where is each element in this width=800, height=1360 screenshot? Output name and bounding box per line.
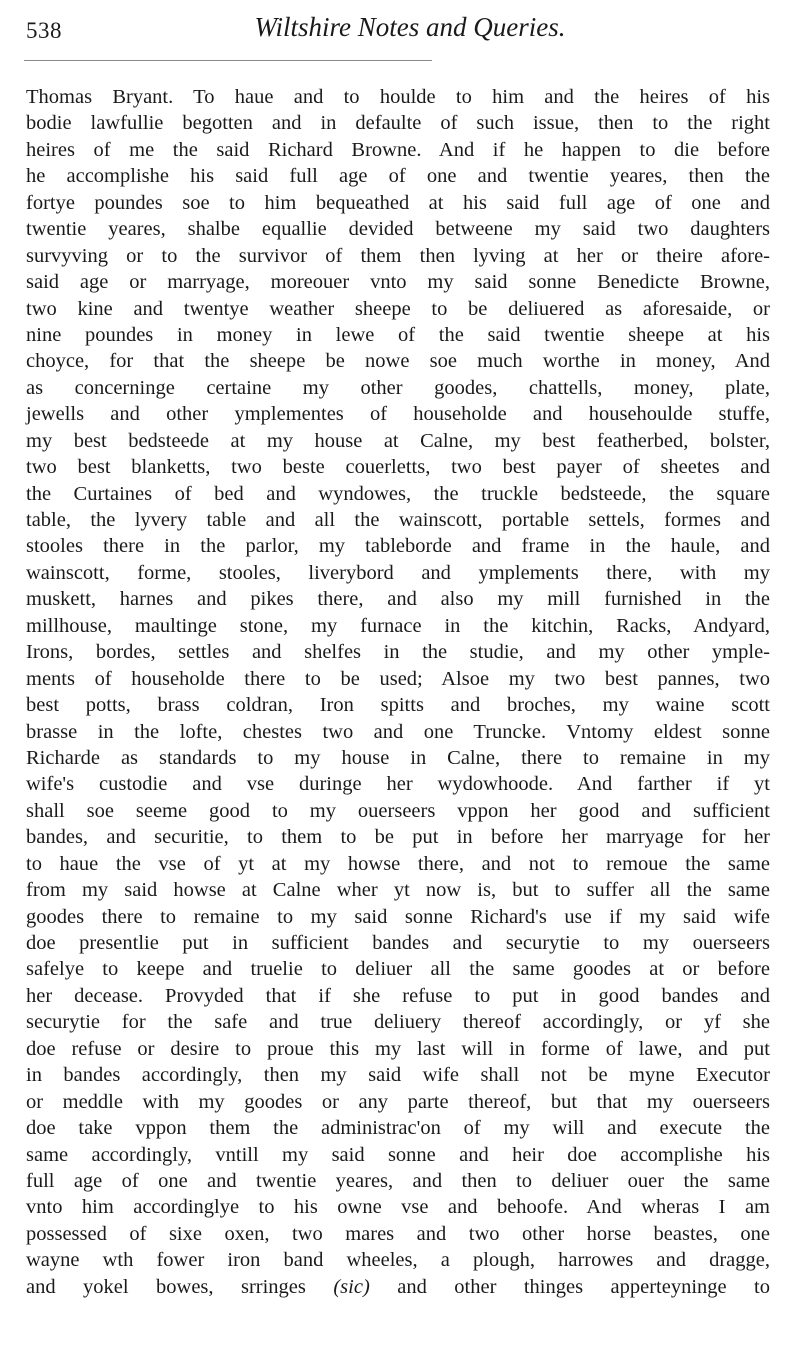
sic-annotation: (sic): [333, 1275, 370, 1298]
text-line: bodie lawfullie begotten and in defaulte of such issue, then to the right: [26, 112, 770, 135]
text-line: as concerninge certaine my other goodes, chattells, money, plate,: [26, 376, 770, 399]
text-line: safelye to keepe and truelie to deliuer all the same goodes at or before: [26, 958, 770, 981]
text-line: millhouse, maultinge stone, my furnace in the kitchin, Racks, Andyard,: [26, 614, 770, 637]
text-line: he accomplishe his said full age of one and twentie yeares, then the: [26, 165, 770, 188]
text-line: said age or marryage, moreouer vnto my said sonne Benedicte Browne,: [26, 271, 770, 294]
text-line: jewells and other ymplementes of householde and househoulde stuffe,: [26, 403, 770, 426]
body-text: [26, 84, 770, 1300]
text-line: or meddle with my goodes or any parte thereof, but that my ouerseers: [26, 1090, 770, 1113]
text-line: survyving or to the survivor of them then lyving at her or theire afore-: [26, 244, 770, 267]
text-line: table, the lyvery table and all the wainscott, portable settels, formes and: [26, 509, 770, 531]
page-number: 538: [26, 18, 62, 43]
final-line-start: and yokel bowes, srringes: [26, 1275, 334, 1298]
text-line: twentie yeares, shalbe equallie devided betweene my said two daughters: [26, 218, 770, 241]
text-line: possessed of sixe oxen, two mares and two other horse beastes, one: [26, 1222, 770, 1245]
text-line: two best blanketts, two beste couerletts, two best payer of sheetes and: [26, 456, 770, 479]
text-line: heires of me the said Richard Browne. And if he happen to die before: [26, 138, 770, 161]
text-line: wayne wth fower iron band wheeles, a plough, harrowes and dragge,: [26, 1249, 770, 1272]
text-line: in bandes accordingly, then my said wife shall not be myne Executor: [26, 1064, 770, 1087]
running-head: [26, 12, 774, 48]
header-rule: [24, 60, 432, 61]
text-line: full age of one and twentie yeares, and then to deliuer ouer the same: [26, 1169, 770, 1192]
text-line: same accordingly, vntill my said sonne and heir doe accomplishe his: [26, 1143, 770, 1166]
text-line: wife's custodie and vse duringe her wydowhoode. And farther if yt: [26, 773, 770, 796]
text-line: nine poundes in money in lewe of the said twentie sheepe at his: [26, 323, 770, 346]
text-line: from my said howse at Calne wher yt now is, but to suffer all the same: [26, 879, 770, 902]
text-line: stooles there in the parlor, my tableborde and frame in the haule, and: [26, 535, 770, 558]
text-line: shall soe seeme good to my ouerseers vppon her good and sufficient: [26, 799, 770, 822]
text-line: best potts, brass coldran, Iron spitts and broches, my waine scott: [26, 694, 770, 717]
text-line: muskett, harnes and pikes there, and also my mill furnished in the: [26, 588, 770, 611]
text-line: fortye poundes soe to him bequeathed at his said full age of one and: [26, 191, 770, 214]
text-line: Irons, bordes, settles and shelfes in the studie, and my other ymple-: [26, 641, 770, 664]
final-line-end: and other thinges apperteyninge to: [369, 1275, 771, 1298]
text-line: doe take vppon them the administrac'on of my will and execute the: [26, 1117, 770, 1140]
text-line: Richarde as standards to my house in Calne, there to remaine in my: [26, 746, 770, 769]
text-line: wainscott, forme, stooles, liverybord and ymplements there, with my: [26, 561, 770, 584]
text-line: to haue the vse of yt at my howse there, and not to remoue the same: [26, 852, 770, 875]
text-line: brasse in the lofte, chestes two and one Truncke. Vntomy eldest sonne: [26, 720, 770, 743]
text-line: vnto him accordinglye to his owne vse and behoofe. And wheras I am: [26, 1196, 770, 1219]
text-line: the Curtaines of bed and wyndowes, the truckle bedsteede, the square: [26, 482, 770, 505]
text-line: Thomas Bryant. To haue and to houlde to him and the heires of his: [26, 86, 770, 108]
text-line: two kine and twentye weather sheepe to be deliuered as aforesaide, or: [26, 297, 770, 320]
text-line: securytie for the safe and true deliuery thereof accordingly, or yf she: [26, 1011, 770, 1034]
text-line: her decease. Provyded that if she refuse to put in good bandes and: [26, 984, 770, 1007]
text-line: goodes there to remaine to my said sonne Richard's use if my said wife: [26, 905, 770, 928]
text-line: doe presentlie put in sufficient bandes and securytie to my ouerseers: [26, 932, 770, 954]
text-line: choyce, for that the sheepe be nowe soe much worthe in money, And: [26, 350, 770, 373]
text-line: ments of householde there to be used; Alsoe my two best pannes, two: [26, 667, 770, 690]
journal-title: Wiltshire Notes and Queries.: [254, 12, 566, 42]
text-line: my best bedsteede at my house at Calne, my best featherbed, bolster,: [26, 429, 770, 452]
text-line: doe refuse or desire to proue this my last will in forme of lawe, and put: [26, 1037, 770, 1060]
text-line-final: [26, 1274, 770, 1300]
text-line: bandes, and securitie, to them to be put in before her marryage for her: [26, 826, 770, 849]
